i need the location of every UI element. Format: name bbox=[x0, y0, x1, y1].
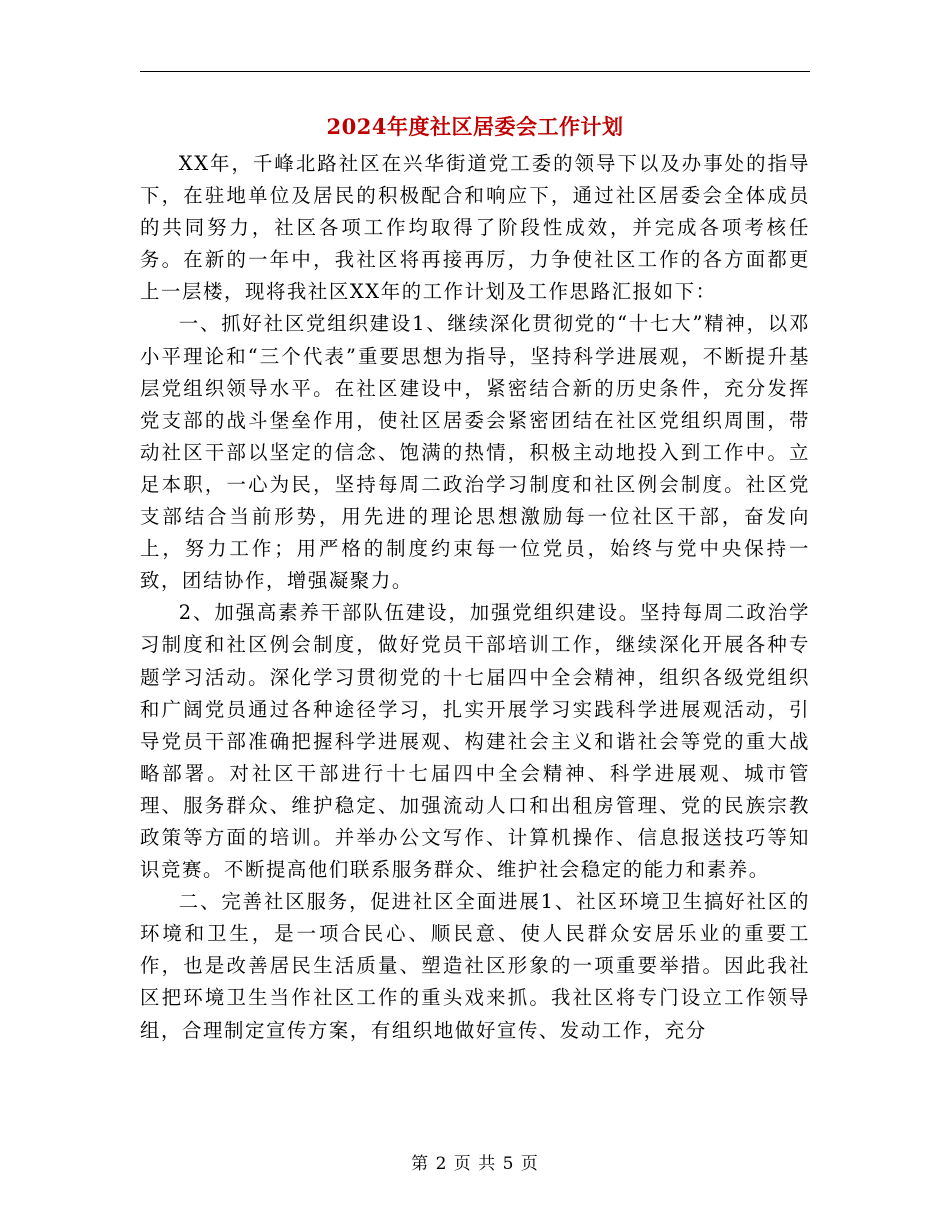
paragraph-cadre-training: 2、加强高素养干部队伍建设，加强党组织建设。坚持每周二政治学习制度和社区例会制度，做好党员干部培训工作，继续深化开展各种专题学习活动。深化学习贯彻党的十七届四中全会精神，组织各级党组织和广阔党员通过各种途径学习，扎实开展学习实践科学进展观活动，引导党员干部准确把握科学进展观、构建社会主义和谐社会等党的重大战略部署。对社区干部进行十七届四中全会精神、科学进展观、城市管理、服务群众、维护稳定、加强流动人口和出租房管理、党的民族宗教政策等方面的培训。并举办公文写作、计算机操作、信息报送技巧等知识竞赛。不断提高他们联系服务群众、维护社会稳定的能力和素养。 bbox=[140, 601, 810, 882]
header-rule bbox=[140, 71, 810, 72]
paragraph-intro: XX年，千峰北路社区在兴华街道党工委的领导下以及办事处的指导下，在驻地单位及居民的积极配合和响应下，通过社区居委会全体成员的共同努力，社区各项工作均取得了阶段性成效，并完成各项考核任务。在新的一年中，我社区将再接再厉，力争使社区工作的各方面都更上一层楼，现将我社区XX年的工作计划及工作思路汇报如下： bbox=[140, 152, 810, 304]
paragraph-party-building: 一、抓好社区党组织建设1、继续深化贯彻党的“十七大”精神，以邓小平理论和“三个代表”重要思想为指导，坚持科学进展观，不断提升基层党组织领导水平。在社区建设中，紧密结合新的历史条件，充分发挥党支部的战斗堡垒作用，使社区居委会紧密团结在社区党组织周围，带动社区干部以坚定的信念、饱满的热情，积极主动地投入到工作中。立足本职，一心为民，坚持每周二政治学习制度和社区例会制度。社区党支部结合当前形势，用先进的理论思想激励每一位社区干部，奋发向上，努力工作；用严格的制度约束每一位党员，始终与党中央保持一致，团结协作，增强凝聚力。 bbox=[140, 312, 810, 593]
document-title: 2024年度社区居委会工作计划 bbox=[326, 114, 624, 139]
paragraph-community-service: 二、完善社区服务，促进社区全面进展1、社区环境卫生搞好社区的环境和卫生，是一项合民心、顺民意、使人民群众安居乐业的重要工作，也是改善居民生活质量、塑造社区形象的一项重要举措。因此我社区把环境卫生当作社区工作的重头戏来抓。我社区将专门设立工作领导组，合理制定宣传方案，有组织地做好宣传、发动工作，充分 bbox=[140, 890, 810, 1042]
document-body bbox=[140, 148, 810, 1047]
page-number: 第 2 页 共 5 页 bbox=[411, 1154, 539, 1174]
page-footer bbox=[0, 1152, 950, 1176]
